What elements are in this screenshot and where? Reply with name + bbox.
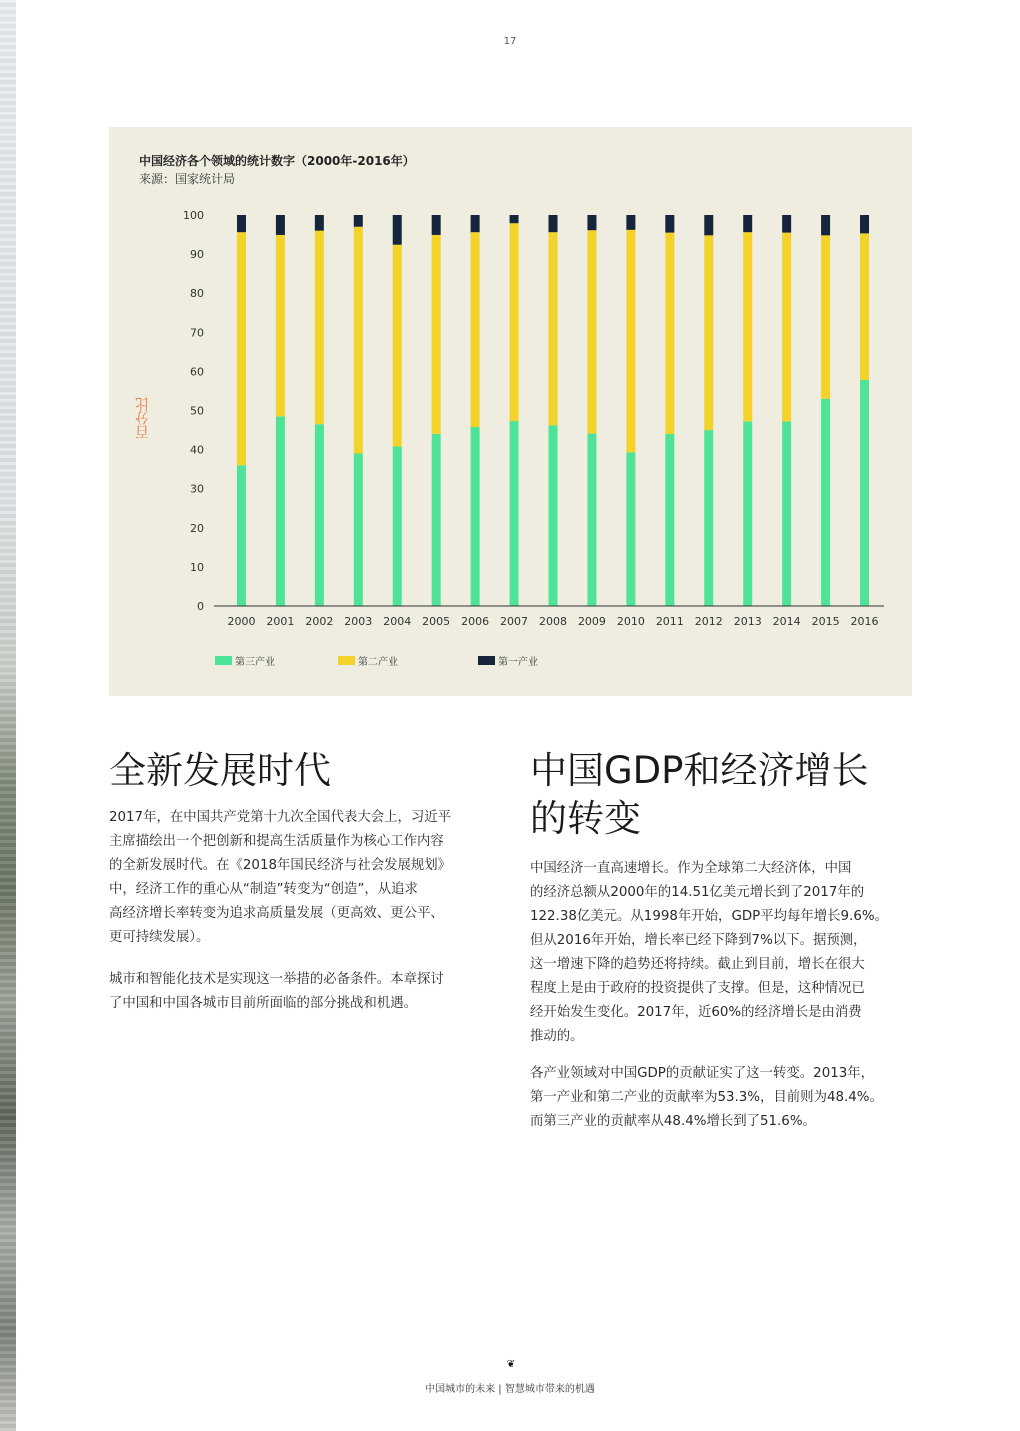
bar-segment (626, 452, 635, 606)
x-tick-label: 2006 (461, 615, 490, 628)
legend-swatch (478, 656, 495, 665)
bar-segment (587, 215, 596, 230)
bar-segment (549, 215, 558, 232)
x-tick-label: 2008 (539, 615, 567, 628)
bar-segment (393, 245, 402, 447)
bar-segment (782, 233, 791, 422)
bar-segment (587, 434, 596, 606)
bar-segment (860, 215, 869, 233)
y-tick-label: 100 (183, 209, 204, 222)
right-paragraph-1-line: 122.38亿美元。从1998年开始，GDP平均每年增长9.6%。 (530, 909, 888, 924)
right-paragraph-2-line: 各产业领域对中国GDP的贡献证实了这一转变。2013年， (530, 1066, 875, 1081)
x-tick-label: 2009 (577, 615, 606, 628)
bar-segment (315, 231, 324, 425)
bar-segment (860, 380, 869, 606)
bar-segment (860, 233, 869, 380)
left-paragraph-1-line: 2017年，在中国共产党第十九次全国代表大会上，习近平 (109, 810, 452, 825)
y-tick-label: 0 (197, 600, 204, 613)
chart-y-axis-label: 百分比 (135, 397, 151, 439)
left-paragraph-1-line: 高经济增长率转变为追求高质量发展（更高效、更公平、 (109, 906, 444, 921)
bar-segment (510, 421, 519, 606)
side-photo-strip (0, 0, 16, 1431)
left-paragraph-1-line: 中，经济工作的重心从“制造”转变为“创造”，从追求 (109, 882, 418, 897)
bar-segment (471, 427, 480, 606)
y-tick-label: 80 (190, 287, 204, 301)
logo-mark-icon: ❦ (506, 1359, 516, 1370)
right-paragraph-2 (530, 1062, 920, 1134)
bar-segment (471, 232, 480, 427)
left-paragraph-2-line: 了中国和中国各城市目前所面临的部分挑战和机遇。 (109, 996, 417, 1011)
bar-segment (315, 424, 324, 606)
bar-segment (276, 235, 285, 416)
left-paragraph-2-line: 城市和智能化技术是实现这一举措的必备条件。本章探讨 (109, 972, 444, 987)
chart-source: 来源：国家统计局 (139, 172, 236, 186)
right-paragraph-1 (530, 857, 920, 1049)
bar-segment (665, 233, 674, 434)
y-tick-label: 70 (190, 326, 204, 340)
right-heading-line-2: 的转变 (530, 797, 641, 840)
x-tick-label: 2004 (383, 615, 412, 628)
y-tick-label: 30 (190, 482, 204, 496)
legend-swatch (338, 656, 355, 665)
bar-segment (432, 235, 441, 434)
legend-label: 第一产业 (498, 657, 538, 668)
bar-segment (821, 399, 830, 606)
x-tick-label: 2012 (694, 615, 723, 628)
page-number: 17 (503, 36, 517, 47)
legend-label: 第二产业 (358, 657, 398, 668)
legend-label: 第三产业 (235, 657, 275, 668)
right-paragraph-1-line: 的经济总额从2000年的14.51亿美元增长到了2017年的 (530, 885, 865, 900)
bar-segment (354, 454, 363, 606)
x-tick-label: 2001 (266, 615, 295, 628)
left-paragraph-2 (109, 968, 499, 1016)
bar-segment (665, 215, 674, 233)
y-tick-label: 40 (190, 443, 204, 457)
x-tick-label: 2015 (811, 615, 840, 628)
y-tick-label: 20 (190, 521, 204, 535)
right-paragraph-1-line: 经开始发生变化。2017年，近60%的经济增长是由消费 (530, 1005, 862, 1020)
bar-segment (821, 215, 830, 235)
legend-item (338, 653, 398, 668)
x-tick-label: 2000 (227, 615, 256, 628)
bar-segment (782, 421, 791, 606)
right-paragraph-1-line: 中国经济一直高速增长。作为全球第二大经济体，中国 (530, 861, 852, 876)
x-tick-label: 2005 (422, 615, 451, 628)
bar-segment (354, 227, 363, 454)
bar-segment (315, 215, 324, 231)
x-tick-label: 2011 (655, 615, 684, 628)
bar-segment (237, 232, 246, 465)
bar-segment (821, 235, 830, 398)
left-heading: 全新发展时代 (109, 749, 331, 792)
right-paragraph-1-line: 这一增速下降的趋势还将持续。截止到目前，增长在很大 (530, 957, 865, 972)
bar-segment (393, 215, 402, 245)
bar-segment (237, 215, 246, 232)
legend-swatch (215, 656, 232, 665)
y-tick-label: 10 (190, 560, 204, 574)
bar-segment (665, 434, 674, 606)
footer-text: 中国城市的未来 | 智慧城市带来的机遇 (425, 1384, 595, 1395)
bar-segment (743, 232, 752, 421)
right-paragraph-1-line: 程度上是由于政府的投资提供了支撑。但是，这种情况已 (530, 981, 865, 996)
bar-segment (782, 215, 791, 233)
bar-segment (471, 215, 480, 232)
x-tick-label: 2016 (850, 615, 879, 628)
left-paragraph-1-line: 主席描绘出一个把创新和提高生活质量作为核心工作内容 (109, 834, 444, 849)
y-tick-label: 90 (190, 248, 204, 262)
x-tick-label: 2014 (772, 615, 801, 628)
chart-panel (109, 127, 912, 696)
y-tick-label: 60 (190, 365, 204, 379)
right-heading-line-1: 中国GDP和经济增长 (530, 749, 869, 792)
right-paragraph-1-line: 推动的。 (530, 1029, 584, 1044)
bar-segment (432, 215, 441, 235)
bar-segment (704, 235, 713, 430)
bar-segment (354, 215, 363, 227)
left-paragraph-1-line: 更可持续发展）。 (109, 930, 210, 945)
bar-segment (626, 230, 635, 452)
bar-segment (704, 215, 713, 235)
x-tick-label: 2010 (616, 615, 645, 628)
stacked-bar-chart (109, 127, 912, 647)
bar-segment (510, 223, 519, 421)
bar-segment (549, 425, 558, 606)
bar-segment (549, 232, 558, 425)
right-paragraph-2-line: 第一产业和第二产业的贡献率为53.3%，目前则为48.4%。 (530, 1090, 883, 1105)
bar-segment (704, 430, 713, 606)
left-paragraph-1 (109, 806, 499, 950)
bar-segment (276, 416, 285, 606)
legend-item (215, 653, 275, 668)
x-tick-label: 2003 (344, 615, 373, 628)
chart-legend (109, 653, 912, 667)
x-tick-label: 2013 (733, 615, 762, 628)
bar-segment (587, 230, 596, 433)
x-tick-label: 2002 (305, 615, 334, 628)
bar-segment (237, 465, 246, 606)
y-tick-label: 50 (190, 404, 204, 418)
legend-item (478, 653, 538, 668)
chart-title: 中国经济各个领域的统计数字（2000年-2016年） (139, 154, 415, 168)
x-tick-label: 2007 (500, 615, 529, 628)
right-paragraph-2-line: 而第三产业的贡献率从48.4%增长到了51.6%。 (530, 1114, 816, 1129)
bar-segment (510, 215, 519, 223)
bar-segment (626, 215, 635, 230)
bar-segment (743, 215, 752, 232)
bar-segment (743, 421, 752, 606)
left-paragraph-1-line: 的全新发展时代。在《2018年国民经济与社会发展规划》 (109, 858, 452, 873)
right-paragraph-1-line: 但从2016年开始，增长率已经下降到7%以下。据预测， (530, 933, 867, 948)
bar-segment (393, 446, 402, 606)
bar-segment (276, 215, 285, 235)
bar-segment (432, 434, 441, 606)
